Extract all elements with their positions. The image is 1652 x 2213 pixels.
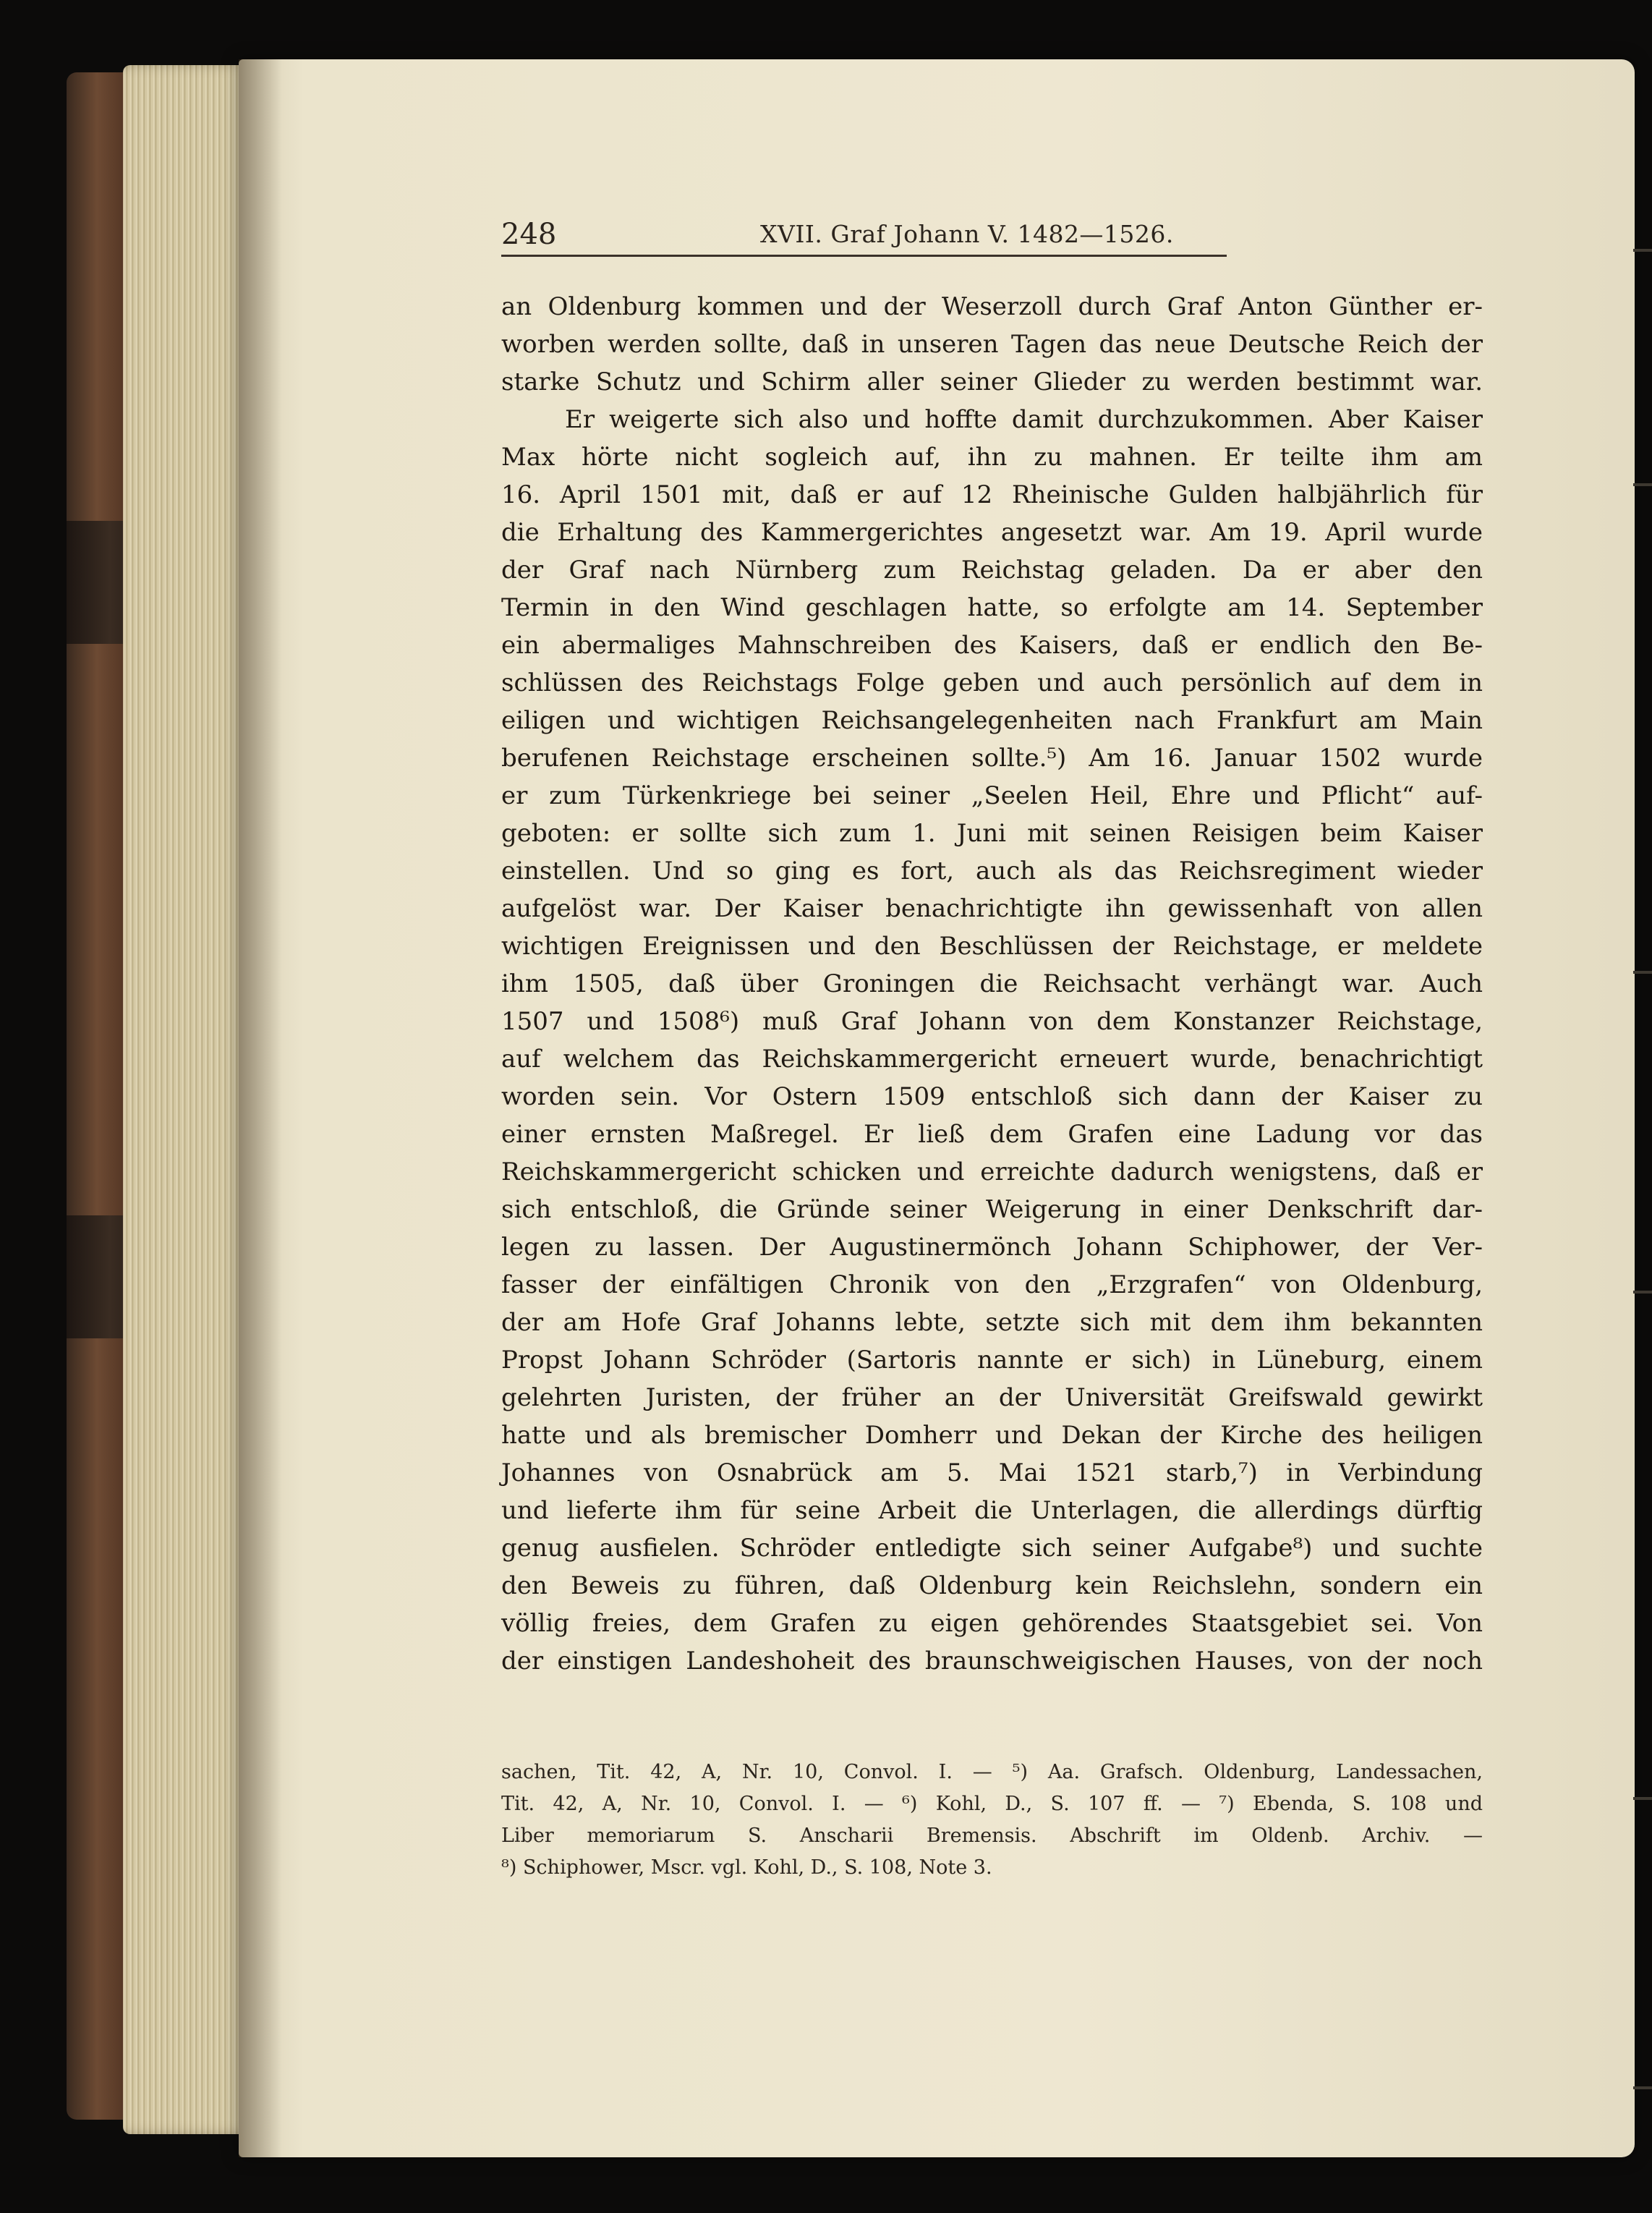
text-line: völlig freies, dem Grafen zu eigen gehörendes Staatsgebiet sei. Von (501, 1609, 1483, 1638)
text-line: geboten: er sollte sich zum 1. Juni mit seinen Reisigen beim Kaiser (501, 819, 1483, 848)
page-tab-mark (1633, 249, 1652, 252)
page-tab-mark (1633, 483, 1652, 486)
page-tab-mark (1633, 971, 1652, 974)
text-line: sich entschloß, die Gründe seiner Weigerung in einer Denkschrift dar- (501, 1195, 1483, 1224)
text-line: einstellen. Und so ging es fort, auch als das Reichsregiment wieder (501, 857, 1483, 885)
text-line: 16. April 1501 mit, daß er auf 12 Rheinische Gulden halbjährlich für (501, 480, 1483, 509)
text-line: die Erhaltung des Kammergerichtes angesetzt war. Am 19. April wurde (501, 518, 1483, 547)
page-number: 248 (501, 218, 557, 251)
text-line: einer ernsten Maßregel. Er ließ dem Grafen eine Ladung vor das (501, 1120, 1483, 1149)
text-line: auf welchem das Reichskammergericht erneuert wurde, benachrichtigt (501, 1045, 1483, 1074)
text-line: berufenen Reichstage erscheinen sollte.⁵) Am 16. Januar 1502 wurde (501, 744, 1483, 773)
text-line: legen zu lassen. Der Augustinermönch Johann Schiphower, der Ver- (501, 1233, 1483, 1262)
text-line: Johannes von Osnabrück am 5. Mai 1521 starb,⁷) in Verbindung (501, 1458, 1483, 1487)
text-line: an Oldenburg kommen und der Weserzoll durch Graf Anton Günther er- (501, 292, 1483, 321)
text-line: Termin in den Wind geschlagen hatte, so erfolgte am 14. September (501, 593, 1483, 622)
text-line: starke Schutz und Schirm aller seiner Glieder zu werden bestimmt war. (501, 368, 1483, 396)
footnotes (501, 1757, 1483, 1884)
page-tab-mark (1633, 2086, 1652, 2089)
text-line: der am Hofe Graf Johanns lebte, setzte sich mit dem ihm bekannten (501, 1308, 1483, 1337)
text-line: worben werden sollte, daß in unseren Tagen das neue Deutsche Reich der (501, 330, 1483, 359)
text-line: ihm 1505, daß über Groningen die Reichsacht verhängt war. Auch (501, 969, 1483, 998)
text-line: er zum Türkenkriege bei seiner „Seelen Heil, Ehre und Pflicht“ auf- (501, 781, 1483, 810)
gutter-shadow (239, 59, 282, 2157)
text-line: wichtigen Ereignissen und den Beschlüssen der Reichstage, er meldete (501, 932, 1483, 961)
footnote-line: ⁸) Schiphower, Mscr. vgl. Kohl, D., S. 108, Note 3. (501, 1856, 992, 1879)
text-line: aufgelöst war. Der Kaiser benachrichtigte ihn gewissenhaft von allen (501, 894, 1483, 923)
page-tab-mark (1633, 1291, 1652, 1294)
text-line: Reichskammergericht schicken und erreichte dadurch wenigstens, daß er (501, 1158, 1483, 1186)
text-line: ein abermaliges Mahnschreiben des Kaisers, daß er endlich den Be- (501, 631, 1483, 660)
text-line: Propst Johann Schröder (Sartoris nannte er sich) in Lüneburg, einem (501, 1346, 1483, 1375)
text-line: der einstigen Landeshoheit des braunschweigischen Hauses, von der noch (501, 1647, 1483, 1675)
text-line: Max hörte nicht sogleich auf, ihn zu mahnen. Er teilte ihm am (501, 443, 1483, 472)
footnote-line: sachen, Tit. 42, A, Nr. 10, Convol. I. — ⁵) Aa. Grafsch. Oldenburg, Landessachen, (501, 1761, 1483, 1783)
text-line: den Beweis zu führen, daß Oldenburg kein Reichslehn, sondern ein (501, 1571, 1483, 1600)
text-line: 1507 und 1508⁶) muß Graf Johann von dem Konstanzer Reichstage, (501, 1007, 1483, 1036)
footnote-line: Tit. 42, A, Nr. 10, Convol. I. — ⁶) Kohl, D., S. 107 ff. — ⁷) Ebenda, S. 108 und (501, 1793, 1483, 1815)
text-line: und lieferte ihm für seine Arbeit die Unterlagen, die allerdings dürftig (501, 1496, 1483, 1525)
footnote-line: Liber memoriarum S. Anscharii Bremensis. Abschrift im Oldenb. Archiv. — (501, 1825, 1483, 1847)
main-text (501, 288, 1483, 1680)
running-head (501, 214, 1227, 255)
header-rule (501, 255, 1227, 257)
text-line: fasser der einfältigen Chronik von den „Erzgrafen“ von Oldenburg, (501, 1270, 1483, 1299)
running-title: XVII. Graf Johann V. 1482—1526. (760, 220, 1174, 248)
text-line: der Graf nach Nürnberg zum Reichstag geladen. Da er aber den (501, 556, 1483, 585)
text-line: hatte und als bremischer Domherr und Dekan der Kirche des heiligen (501, 1421, 1483, 1450)
text-line: eiligen und wichtigen Reichsangelegenheiten nach Frankfurt am Main (501, 706, 1483, 735)
text-line: schlüssen des Reichstags Folge geben und auch persönlich auf dem in (501, 668, 1483, 697)
text-line: Er weigerte sich also und hoffte damit durchzukommen. Aber Kaiser (565, 405, 1483, 434)
text-line: genug ausfielen. Schröder entledigte sich seiner Aufgabe⁸) und suchte (501, 1534, 1483, 1563)
page-tab-mark (1633, 1797, 1652, 1800)
text-line: gelehrten Juristen, der früher an der Universität Greifswald gewirkt (501, 1383, 1483, 1412)
text-line: worden sein. Vor Ostern 1509 entschloß sich dann der Kaiser zu (501, 1082, 1483, 1111)
